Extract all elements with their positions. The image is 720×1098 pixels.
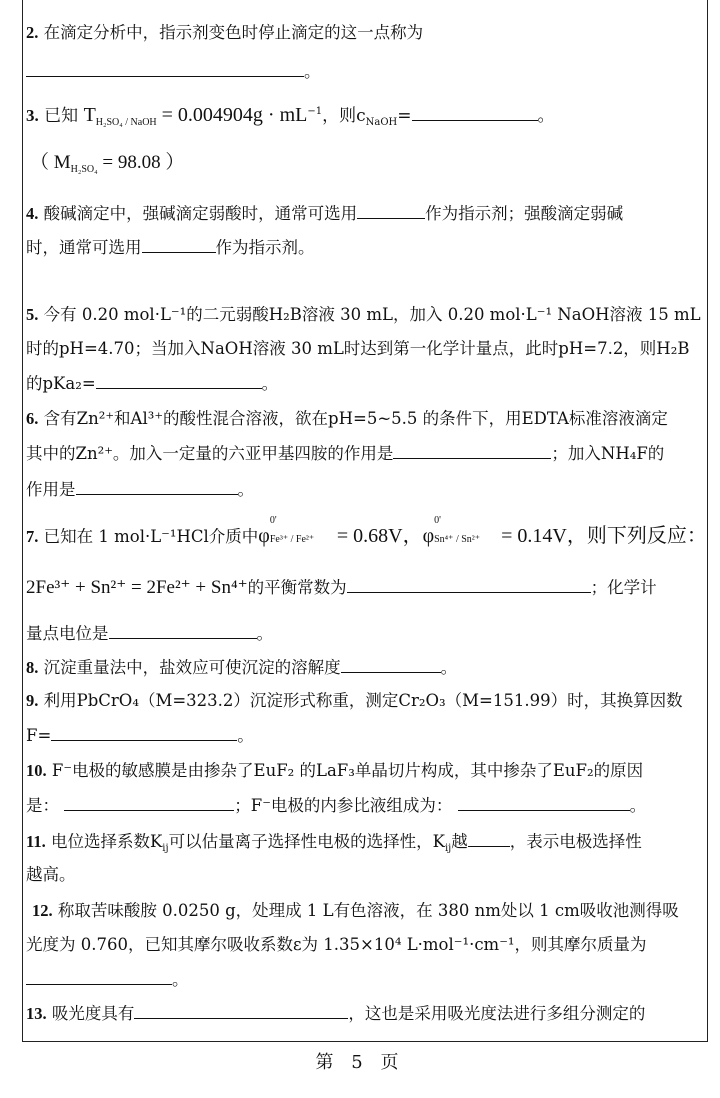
titer-symbol: T xyxy=(83,104,96,126)
answer-blank[interactable] xyxy=(357,202,425,219)
question-number: 2. xyxy=(26,23,39,42)
question-text: 酸碱滴定中，强碱滴定弱酸时，通常可选用 xyxy=(43,204,358,223)
phi-subscript: Sn⁴⁺ / Sn²⁺ xyxy=(434,534,481,545)
question-text: 可以估量离子选择性电极的选择性，K xyxy=(168,832,445,851)
phi-2-scripts xyxy=(434,515,496,545)
answer-blank[interactable] xyxy=(64,794,234,811)
question-text: 吸光度具有 xyxy=(51,1004,135,1023)
question-12 xyxy=(32,900,679,922)
question-7-line-3 xyxy=(26,622,273,645)
question-text: ，则c xyxy=(322,106,366,126)
question-text: 今有 0.20 mol·L⁻¹的二元弱酸H₂B溶液 30 mL，加入 0.20 mol·L⁻¹ NaOH溶液 15 mL xyxy=(43,305,701,324)
answer-blank[interactable] xyxy=(26,968,172,985)
question-text: 的平衡常数为 xyxy=(247,578,347,597)
question-3 xyxy=(26,101,555,134)
question-13 xyxy=(26,1002,645,1025)
phi-symbol: φ xyxy=(258,525,270,547)
reaction-equation: 2Fe³⁺ + Sn²⁺ = 2Fe²⁺ + Sn⁴⁺ xyxy=(26,577,248,598)
question-number: 4. xyxy=(26,204,39,223)
question-text: 的pKa₂= xyxy=(26,374,96,393)
question-11-line-2 xyxy=(26,864,76,886)
question-text: 在滴定分析中，指示剂变色时停止滴定的这一点称为 xyxy=(43,23,424,42)
phi-superscript: 0' xyxy=(434,515,441,526)
answer-blank[interactable] xyxy=(76,478,238,495)
question-5-line-3 xyxy=(26,372,278,395)
question-number: 6. xyxy=(26,409,39,428)
question-7 xyxy=(26,515,707,548)
question-text: 作用是 xyxy=(26,480,76,499)
question-text: 时的pH=4.70；当加入NaOH溶液 30 mL时达到第一化学计量点，此时pH=7.2，则H₂B xyxy=(26,339,690,358)
question-number: 5. xyxy=(26,305,39,324)
molar-mass-subscript: H₂SO₄ xyxy=(70,164,98,175)
question-text: ；化学计 xyxy=(590,578,657,597)
question-text: 是： xyxy=(26,796,59,815)
question-number: 3. xyxy=(26,106,39,125)
answer-blank[interactable] xyxy=(412,104,538,121)
question-8 xyxy=(26,656,457,679)
molar-mass-symbol: （ M xyxy=(30,152,71,173)
phi-1-value: = 0.68V， xyxy=(331,525,423,547)
question-number: 9. xyxy=(26,691,39,710)
question-9-line-2 xyxy=(26,724,254,747)
page-number: 第 5 页 xyxy=(315,1052,405,1073)
question-10-line-2 xyxy=(26,794,646,817)
question-11 xyxy=(26,830,642,860)
phi-2-value: = 0.14V，则下列反应： xyxy=(496,525,707,547)
punctuation: 。 xyxy=(172,970,189,989)
question-text: 沉淀重量法中，盐效应可使沉淀的溶解度 xyxy=(43,658,341,677)
question-4-line-2 xyxy=(26,236,315,259)
question-5-line-2 xyxy=(26,338,689,360)
question-12-line-3 xyxy=(26,968,189,991)
question-5 xyxy=(26,304,701,326)
question-text: ；加入NH₄F的 xyxy=(551,444,665,463)
phi-superscript: 0' xyxy=(269,515,277,526)
answer-blank[interactable] xyxy=(96,372,262,389)
question-number: 11. xyxy=(26,832,46,851)
answer-blank[interactable] xyxy=(347,576,591,593)
question-text: 时，通常可选用 xyxy=(26,238,142,257)
question-text: 称取苦味酸胺 0.0250 g，处理成 1 L有色溶液，在 380 nm处以 1 cm吸收池测得吸 xyxy=(57,901,679,920)
answer-blank[interactable] xyxy=(458,794,630,811)
punctuation: 。 xyxy=(629,796,647,815)
question-text: ；F⁻电极的内参比液组成为： xyxy=(234,796,453,815)
question-text: 越 xyxy=(451,832,468,851)
question-2-answer-line xyxy=(26,60,321,83)
question-9 xyxy=(26,690,683,712)
question-7-line-2 xyxy=(26,576,657,599)
question-text: 已知在 1 mol·L⁻¹HCl介质中 xyxy=(43,527,259,546)
unit-exponent: −1 xyxy=(307,106,323,117)
k-subscript: ij xyxy=(162,843,169,854)
answer-blank[interactable] xyxy=(468,830,510,847)
punctuation: 。 xyxy=(440,658,458,677)
answer-blank[interactable] xyxy=(142,236,216,253)
question-12-line-2 xyxy=(26,934,647,956)
titer-value: = 0.004904g · mL xyxy=(156,104,308,126)
question-10 xyxy=(26,760,643,782)
question-text: 光度为 0.760，已知其摩尔吸收系数ε为 1.35×10⁴ L·mol⁻¹·cm⁻¹，则其摩尔质量为 xyxy=(26,935,647,954)
punctuation: 。 xyxy=(237,726,254,745)
question-text: F= xyxy=(26,726,52,745)
punctuation: 。 xyxy=(537,106,555,126)
question-text: 其中的Zn²⁺。加入一定量的六亚甲基四胺的作用是 xyxy=(26,444,394,463)
answer-blank[interactable] xyxy=(51,724,237,741)
molar-mass-value: = 98.08 ） xyxy=(97,152,185,173)
question-text: 作为指示剂；强酸滴定弱碱 xyxy=(425,204,624,223)
question-number: 7. xyxy=(26,527,39,546)
question-text: 越高。 xyxy=(26,865,76,884)
question-text: 作为指示剂。 xyxy=(215,238,315,257)
question-text: 已知 xyxy=(44,106,79,126)
question-number: 12. xyxy=(32,901,53,920)
answer-blank[interactable] xyxy=(134,1002,348,1019)
question-3-molar-mass xyxy=(30,152,184,181)
phi-1-scripts xyxy=(269,515,332,545)
question-6-line-3 xyxy=(26,478,254,501)
equals-sign: = xyxy=(397,106,412,126)
answer-blank[interactable] xyxy=(341,656,441,673)
answer-blank[interactable] xyxy=(393,442,551,459)
punctuation: 。 xyxy=(261,374,279,393)
question-6 xyxy=(26,408,668,430)
question-text: F⁻电极的敏感膜是由掺杂了EuF₂ 的LaF₃单晶切片构成，其中掺杂了EuF₂的原因 xyxy=(51,761,644,780)
question-4 xyxy=(26,202,623,225)
phi-symbol: φ xyxy=(422,525,435,547)
question-number: 10. xyxy=(26,761,47,780)
k-subscript: ij xyxy=(444,843,452,854)
titer-subscript: H₂SO₄ / NaOH xyxy=(95,117,157,128)
question-number: 13. xyxy=(26,1004,47,1023)
question-text: 量点电位是 xyxy=(26,624,109,643)
question-text: 电位选择系数K xyxy=(50,832,163,851)
question-text: 含有Zn²⁺和Al³⁺的酸性混合溶液，欲在pH=5~5.5 的条件下，用EDTA标准溶液滴定 xyxy=(43,409,668,428)
answer-blank[interactable] xyxy=(26,60,304,77)
question-number: 8. xyxy=(26,658,39,677)
question-text: 利用PbCrO₄（M=323.2）沉淀形式称重，测定Cr₂O₃（M=151.99）时，其换算因数 xyxy=(43,691,683,710)
punctuation: 。 xyxy=(237,480,254,499)
concentration-subscript: NaOH xyxy=(365,117,398,128)
question-text: ，表示电极选择性 xyxy=(509,832,642,851)
phi-subscript: Fe³⁺ / Fe²⁺ xyxy=(269,534,315,545)
question-text: ，这也是采用吸光度法进行多组分测定的 xyxy=(348,1004,646,1023)
question-2 xyxy=(26,22,423,44)
punctuation: 。 xyxy=(256,624,273,643)
punctuation: 。 xyxy=(304,62,321,81)
question-6-line-2 xyxy=(26,442,664,465)
answer-blank[interactable] xyxy=(109,622,257,639)
